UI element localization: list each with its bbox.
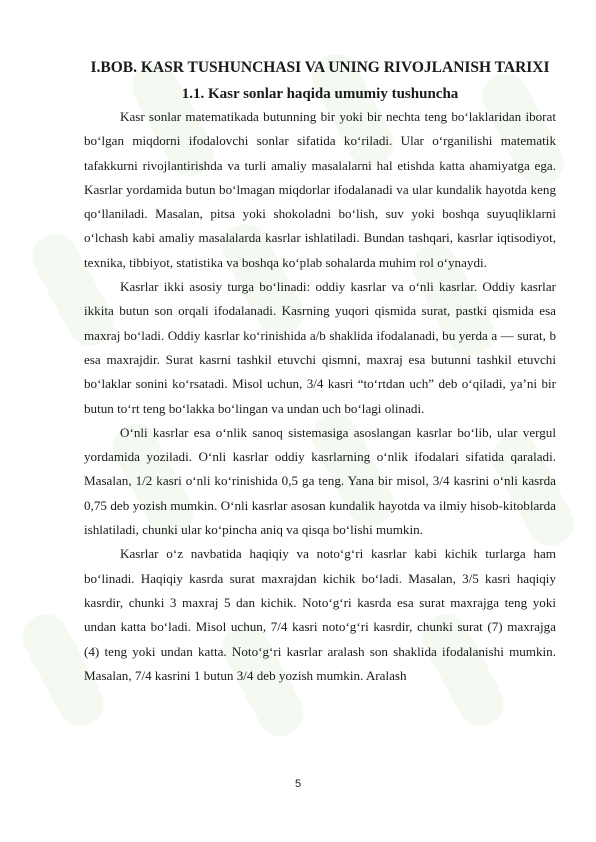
- section-title: 1.1. Kasr sonlar haqida umumiy tushuncha: [181, 86, 459, 102]
- paragraph: Kasr sonlar matematikada butunning bir yoki bir nechta teng bo‘laklaridan iborat bo‘lgan miqdorni ifodalovchi sonlar sifatida ko‘riladi. Ular o‘rganilishi matematik tafakkurni rivojlantirishda va turli amaliy masalalarni hal etishda katta ahamiyatga ega. Kasrlar yordamida butun bo‘lmagan miqdorlar ifodalanadi va ular kundalik hayotda keng qo‘llaniladi. Masalan, pitsa yoki shokoladni bo‘lish, suv yoki boshqa suyuqliklarni o‘lchash kabi amaliy masalalarda kasrlar ishlatiladi. Bundan tashqari, kasrlar iqtisodiyot, texnika, tibbiyot, statistika va boshqa ko‘plab sohalarda muhim rol o‘ynaydi.: [84, 109, 556, 270]
- page-number: 5: [294, 778, 302, 790]
- paragraph: O‘nli kasrlar esa o‘nlik sanoq sistemasiga asoslangan kasrlar bo‘lib, ular vergul yordamida yoziladi. O‘nli kasrlar oddiy kasrlarning o‘nlik ifodalari sifatida qaraladi. Masalan, 1/2 kasri o‘nli ko‘rinishida 0,5 ga teng. Yana bir misol, 3/4 kasrini o‘nli kasrda 0,75 deb yozish mumkin. O‘nli kasrlar asosan kundalik hayotda va ilmiy hisob-kitoblarda ishlatiladi, chunki ular ko‘pincha aniq va qisqa bo‘lishi mumkin.: [84, 424, 556, 538]
- document-page: [84, 55, 556, 688]
- chapter-title: I.BOB. KASR TUSHUNCHASI VA UNING RIVOJLANISH TARIXI: [90, 59, 550, 76]
- paragraph: Kasrlar o‘z navbatida haqiqiy va noto‘g‘ri kasrlar kabi kichik turlarga ham bo‘linadi. Haqiqiy kasrda surat maxrajdan kichik bo‘ladi. Masalan, 3/5 kasri haqiqiy kasrdir, chunki 3 maxraj 5 dan kichik. Noto‘g‘ri kasrda esa surat maxrajga teng yoki undan katta bo‘ladi. Misol uchun, 7/4 kasri noto‘g‘ri kasrdir, chunki surat (7) maxrajga (4) teng yoki undan katta. Noto‘g‘ri kasrlar aralash son shaklida ifodalanishi mumkin. Masalan, 7/4 kasrini 1 butun 3/4 deb yozish mumkin. Aralash: [84, 546, 556, 683]
- paragraph: Kasrlar ikki asosiy turga bo‘linadi: oddiy kasrlar va o‘nli kasrlar. Oddiy kasrlar ikkita butun son orqali ifodalanadi. Kasrning yuqori qismida surat, pastki qismida esa maxraj bo‘ladi. Oddiy kasrlar ko‘rinishida a/b shaklida ifodalanadi, bu yerda a — surat, b esa maxrajdir. Surat kasrni tashkil etuvchi qismni, maxraj esa butunni tashkil etuvchi bo‘laklar sonini ko‘rsatadi. Misol uchun, 3/4 kasri “to‘rtdan uch” deb o‘qiladi, ya’ni bir butun to‘rt teng bo‘lakka bo‘lingan va undan uch bo‘lagi olinadi.: [84, 279, 556, 416]
